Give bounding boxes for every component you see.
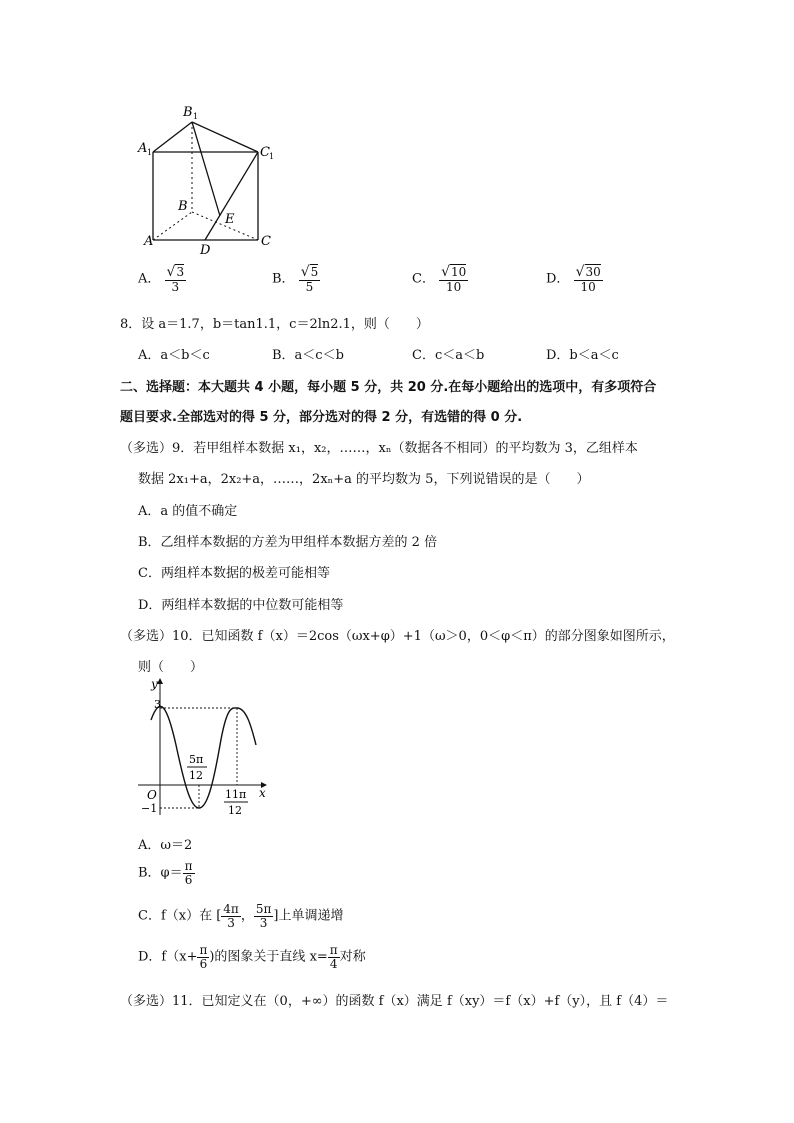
label-b: B xyxy=(178,199,188,214)
graph-tick-11pi-den: 12 xyxy=(228,804,242,817)
q10-stem-line1: （多选）10．已知函数 f（x）＝2cos（ωx+φ）+1（ω＞0，0＜φ＜π）的部分图象如图所示， xyxy=(120,629,675,644)
q9-option-c: C．两组样本数据的极差可能相等 xyxy=(138,566,330,581)
q8-stem: 8．设 a＝1.7，b＝tan1.1，c＝2ln2.1，则（ ） xyxy=(120,317,429,332)
label-b1-sub: 1 xyxy=(193,112,199,121)
q9-stem-line2: 数据 2x₁+a，2x₂+a，……，2xₙ+a 的平均数为 5，下列说错误的是（ ） xyxy=(138,472,590,487)
label-c: C xyxy=(261,234,271,249)
graph-y-label: y xyxy=(151,677,158,691)
label-c1-sub: 1 xyxy=(269,152,275,161)
prism-figure xyxy=(130,100,290,260)
q9-option-a: A．a 的值不确定 xyxy=(138,504,238,519)
q11-stem-line1: （多选）11．已知定义在（0，+∞）的函数 f（x）满足 f（xy）＝f（x）+f（y），且 f（4）＝ xyxy=(120,994,669,1009)
label-a: A xyxy=(144,234,154,249)
q10-option-d: D．f（x+ $\frac{\pi}{6}$ )的图象关于直线 x= $\frac{\pi}{4}$ 对称 xyxy=(138,943,366,971)
q8-option-a: A．a＜b＜c xyxy=(138,348,210,363)
q8-option-b: B．a＜c＜b xyxy=(272,348,344,363)
q8-option-d: D．b＜a＜c xyxy=(546,348,619,363)
q9-option-d: D．两组样本数据的中位数可能相等 xyxy=(138,598,344,613)
q10-stem-line2: 则（ ） xyxy=(138,660,204,675)
section2-heading-line2: 题目要求.全部选对的得 5 分，部分选对的得 2 分，有选错的得 0 分. xyxy=(120,410,523,425)
label-c1: C xyxy=(260,145,270,160)
q9-stem-line1: （多选）9．若甲组样本数据 x₁，x₂，……，xₙ（数据各不相同）的平均数为 3，乙组样本 xyxy=(120,441,638,456)
label-a1: A xyxy=(138,141,148,156)
q10-option-c: C．f（x）在 [ $\frac{4\pi}{3}$ ， $\frac{5\pi}{3}$ ]上单调递增 xyxy=(138,902,344,930)
graph-tick-5pi-num: 5π xyxy=(189,753,204,766)
section2-heading-line1: 二、选择题：本大题共 4 小题，每小题 5 分，共 20 分.在每小题给出的选项中，有多项符合 xyxy=(120,380,657,395)
graph-tick-3: 3 xyxy=(154,698,161,711)
q9-option-b: B．乙组样本数据的方差为甲组样本数据方差的 2 倍 xyxy=(138,535,438,550)
graph-x-label: x xyxy=(259,786,266,800)
q10-graph xyxy=(138,675,273,820)
q7-option-b: B． $\frac{√5}{5}$ xyxy=(272,264,319,294)
graph-tick-neg1: −1 xyxy=(141,802,158,815)
q7-option-c: C． $\frac{√10}{10}$ xyxy=(412,264,467,294)
label-d: D xyxy=(200,243,211,258)
graph-origin: O xyxy=(147,788,157,802)
q7-option-d: D． $\frac{√30}{10}$ xyxy=(546,264,601,294)
graph-tick-11pi-num: 11π xyxy=(225,788,247,801)
label-a1-sub: 1 xyxy=(147,148,153,157)
q7-option-a: A． $\frac{√3}{3}$ xyxy=(138,264,185,294)
q10-option-a: A．ω＝2 xyxy=(138,838,193,853)
q8-option-c: C．c＜a＜b xyxy=(412,348,485,363)
label-e: E xyxy=(225,212,235,227)
graph-tick-5pi-den: 12 xyxy=(189,769,203,782)
q10-option-b: B．φ＝ $\frac{\pi}{6}$ xyxy=(138,859,193,887)
label-b1: B xyxy=(183,105,193,120)
